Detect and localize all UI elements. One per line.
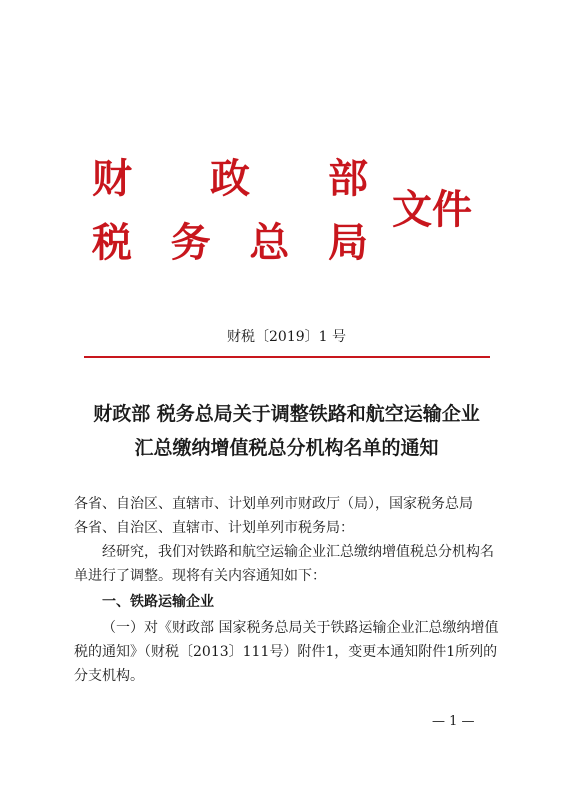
document-title [60,397,513,465]
section-heading-railway: 一、铁路运输企业 [102,594,214,610]
section-paragraph: （一）对《财政部 国家税务总局关于铁路运输企业汇总缴纳增值税的通知》（财税〔2013〕111号）附件1，变更本通知附件1所列的分支机构。 [74,620,499,684]
issuer-char: 务 [170,219,211,266]
issuer-ministry-of-finance [92,155,368,203]
issuing-authorities [92,155,368,267]
intro-paragraph: 经研究，我们对铁路和航空运输企业汇总缴纳增值税总分机构名单进行了调整。现将有关内容通知如下： [74,544,494,584]
document-body [74,492,504,688]
issuer-char: 总 [249,219,290,266]
addressee-line-1: 各省、自治区、直辖市、计划单列市财政厅（局），国家税务总局 [74,496,473,512]
issuer-char: 税 [92,219,132,266]
addressee-line-2: 各省、自治区、直辖市、计划单列市税务局： [74,520,354,536]
title-line-2: 汇总缴纳增值税总分机构名单的通知 [134,437,439,459]
document-word: 文件 [392,186,472,233]
issuer-char: 部 [328,155,368,202]
issuer-char: 财 [92,155,132,202]
issuer-char: 政 [210,155,250,202]
issuer-tax-administration [92,219,368,267]
red-header-rule [84,356,490,358]
page-number: — 1 — [432,714,475,729]
addressee [74,492,504,540]
document-number: 财税〔2019〕1 号 [227,329,346,345]
issuer-char: 局 [327,219,368,266]
title-line-1: 财政部 税务总局关于调整铁路和航空运输企业 [93,403,480,425]
